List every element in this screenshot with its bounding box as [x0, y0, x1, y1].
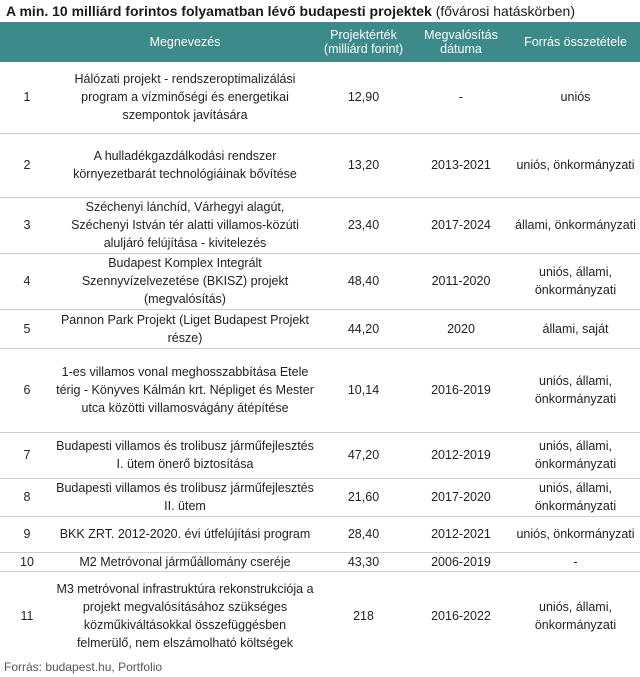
project-date: 2006-2019: [411, 552, 511, 571]
project-value: 10,14: [316, 348, 411, 432]
project-date: 2017-2024: [411, 197, 511, 253]
row-number: 6: [0, 348, 54, 432]
row-number: 8: [0, 478, 54, 516]
project-source: uniós, állami, önkormányzati: [511, 253, 640, 309]
row-number: 7: [0, 432, 54, 478]
project-source: uniós, állami, önkormányzati: [534, 600, 617, 633]
project-name: 1-es villamos vonal meghosszabbítása Etele térig - Könyves Kálmán krt. Népliget és Mester utca közötti villamosvágány átépítése: [54, 348, 316, 432]
project-name: M2 Metróvonal járműállomány cseréje: [54, 552, 316, 571]
project-value: 21,60: [316, 478, 411, 516]
table-row: [0, 253, 640, 309]
row-number: 2: [0, 133, 54, 197]
title-note: (fővárosi hatáskörben): [435, 3, 575, 19]
row-number: 3: [0, 197, 54, 253]
project-date: 2016-2022: [431, 609, 491, 624]
project-date: -: [411, 62, 511, 133]
table-row: [0, 309, 640, 348]
project-value: 44,20: [316, 309, 411, 348]
table-row: [0, 432, 640, 478]
table-row: [0, 197, 640, 253]
project-date: 2020: [411, 309, 511, 348]
table-row: [0, 516, 640, 552]
project-date: 2011-2020: [411, 253, 511, 309]
project-name: BKK ZRT. 2012-2020. évi útfelújítási program: [54, 516, 316, 552]
table-row: [0, 348, 640, 432]
project-value: 13,20: [316, 133, 411, 197]
project-name: A hulladékgazdálkodási rendszer környezetbarát technológiáinak bővítése: [54, 133, 316, 197]
page-title: [6, 2, 638, 20]
project-value: 48,40: [316, 253, 411, 309]
row-number: 1: [0, 62, 54, 133]
header-index: [0, 22, 54, 62]
table-row: [0, 571, 640, 661]
project-value: 23,40: [316, 197, 411, 253]
project-source: uniós, önkormányzati: [511, 133, 640, 197]
project-name: Széchenyi lánchíd, Várhegyi alagút, Széchenyi István tér alatti villamos-közúti aluljáró felújítása - kivitelezés: [54, 197, 316, 253]
project-value: 218: [353, 609, 374, 624]
project-name: Hálózati projekt - rendszeroptimalizálási program a vízminőségi és energetikai szempontok javítására: [54, 62, 316, 133]
project-source: uniós, önkormányzati: [511, 516, 640, 552]
projects-table: [0, 22, 640, 661]
header-name: Megnevezés: [54, 22, 316, 62]
project-name: Budapesti villamos és trolibusz járműfejlesztés I. ütem önerő biztosítása: [54, 432, 316, 478]
table-row: [0, 62, 640, 133]
header-source: Forrás összetétele: [511, 22, 640, 62]
project-name: Budapest Komplex Integrált Szennyvízelvezetése (BKISZ) projekt (megvalósítás): [54, 253, 316, 309]
row-number: 10: [0, 552, 54, 571]
project-value: 47,20: [316, 432, 411, 478]
project-source: uniós: [511, 62, 640, 133]
row-number: 9: [0, 516, 54, 552]
project-source: uniós, állami, önkormányzati: [511, 478, 640, 516]
project-source: állami, saját: [511, 309, 640, 348]
row-number: 4: [0, 253, 54, 309]
title-bold: A min. 10 milliárd forintos folyamatban lévő budapesti projektek: [6, 3, 432, 19]
row-number: 5: [0, 309, 54, 348]
project-name: M3 metróvonal infrastruktúra rekonstrukciója a projekt megvalósításához szükséges közműkiváltásokkal összefüggésben felmerülő, nem elszámolható költségek: [56, 582, 314, 651]
project-date: 2012-2021: [411, 516, 511, 552]
project-source: uniós, állami, önkormányzati: [511, 348, 640, 432]
project-date: 2012-2019: [411, 432, 511, 478]
project-date: 2016-2019: [411, 348, 511, 432]
project-value: 43,30: [316, 552, 411, 571]
project-source: uniós, állami, önkormányzati: [511, 432, 640, 478]
project-date: 2013-2021: [411, 133, 511, 197]
project-value: 12,90: [316, 62, 411, 133]
project-source: -: [511, 552, 640, 571]
table-row: [0, 552, 640, 571]
project-name: Budapesti villamos és trolibusz járműfejlesztés II. ütem: [54, 478, 316, 516]
table-header-row: [0, 22, 640, 62]
row-number: 11: [20, 609, 34, 624]
project-source: állami, önkormányzati: [511, 197, 640, 253]
table-row: [0, 478, 640, 516]
header-value: Projektérték (milliárd forint): [316, 22, 411, 62]
header-date: Megvalósítás dátuma: [411, 22, 511, 62]
project-name: Pannon Park Projekt (Liget Budapest Projekt része): [54, 309, 316, 348]
table-row: [0, 133, 640, 197]
project-date: 2017-2020: [411, 478, 511, 516]
source-footnote: Forrás: budapest.hu, Portfolio: [4, 660, 163, 674]
project-value: 28,40: [316, 516, 411, 552]
